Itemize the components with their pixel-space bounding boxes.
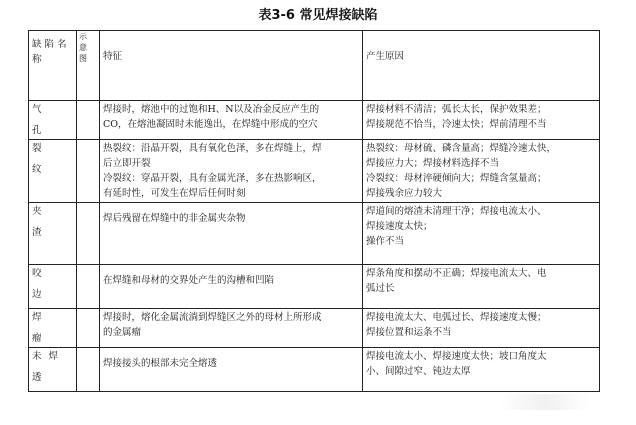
- figure-cell: [77, 101, 100, 140]
- cause-text: 焊接电流太小、焊接速度太快；坡口角度太: [366, 351, 547, 362]
- watermark-blur: [500, 394, 590, 410]
- cause-text: 焊接材料不清洁；弧长太长，保护效果差；: [366, 104, 547, 115]
- defect-name-text: 边: [32, 289, 44, 300]
- defect-name-text: 纹: [32, 164, 44, 175]
- table-row: [29, 265, 600, 309]
- feature-cell: [100, 140, 363, 203]
- header-cause: 产生原因: [363, 31, 600, 101]
- defect-name-cell: [29, 203, 77, 265]
- feature-cell: [100, 309, 363, 348]
- defect-name-text: 咬: [32, 268, 44, 279]
- cause-cell: [363, 203, 600, 265]
- figure-cell: [77, 203, 100, 265]
- feature-text: 焊接接头的根部未完全熔透: [103, 358, 218, 369]
- defect-name-text: 气: [32, 104, 44, 115]
- table-row: [29, 101, 600, 140]
- table-row: [29, 309, 600, 348]
- cause-cell: [363, 140, 600, 203]
- cause-text: 弧过长: [366, 283, 395, 294]
- header-defect-name: 缺 陷 名称: [29, 31, 77, 101]
- cause-cell: [363, 101, 600, 140]
- feature-cell: [100, 101, 363, 140]
- cause-cell: [363, 265, 600, 309]
- cause-text: 焊条角度和摆动不正确；焊接电流太大、电: [366, 268, 547, 279]
- defect-name-text: 未 焊: [32, 351, 61, 362]
- feature-cell: [100, 265, 363, 309]
- header-figure: 示 意 图: [77, 31, 100, 101]
- cause-text: 焊接应力大；焊接材料选择不当: [366, 158, 500, 169]
- cause-text: 操作不当: [366, 236, 405, 247]
- cause-text: 焊接速度太快；: [366, 221, 433, 232]
- cause-text: 焊接规范不恰当，冷速太快；焊前清理不当: [366, 119, 547, 130]
- defect-name-text: 裂: [32, 143, 44, 154]
- defect-name-cell: [29, 101, 77, 140]
- feature-cell: [100, 348, 363, 392]
- defect-name-text: 渣: [32, 227, 44, 238]
- table-row: [29, 348, 600, 392]
- feature-text: 在焊缝和母材的交界处产生的沟槽和凹陷: [103, 275, 275, 286]
- figure-cell: [77, 140, 100, 203]
- cause-cell: [363, 348, 600, 392]
- feature-text: 有延时性，可发生在焊后任何时刻: [103, 188, 246, 199]
- defect-name-text: 夹: [32, 206, 44, 217]
- header-feature: 特征: [100, 31, 363, 101]
- defect-name-cell: [29, 309, 77, 348]
- feature-text: 后立即开裂: [103, 158, 151, 169]
- defect-name-cell: [29, 265, 77, 309]
- cause-text: 小、间隙过窄、钝边太厚: [366, 366, 471, 377]
- feature-text: 热裂纹：沿晶开裂，具有氧化色泽，多在焊缝上，焊: [103, 143, 322, 154]
- defect-name-text: 透: [32, 372, 44, 383]
- feature-text: 焊后残留在焊缝中的非金属夹杂物: [103, 213, 246, 224]
- defect-name-text: 孔: [32, 125, 44, 136]
- cause-cell: [363, 309, 600, 348]
- cause-text: 焊接残余应力较大: [366, 188, 443, 199]
- table-row: [29, 203, 600, 265]
- figure-cell: [77, 348, 100, 392]
- cause-text: 热裂纹：母材硫、磷含量高；焊缝冷速太快，: [366, 143, 557, 154]
- feature-text: CO，在熔池凝固时未能逸出，在焊缝中形成的空穴: [103, 119, 318, 130]
- defect-name-cell: [29, 348, 77, 392]
- feature-text: 焊接时，熔池中的过饱和H、N以及冶金反应产生的: [103, 104, 320, 115]
- feature-text: 的金属瘤: [103, 327, 142, 338]
- cause-text: 冷裂纹：母材淬硬倾向大；焊缝含氢量高；: [366, 173, 547, 184]
- defect-name-text: 焊: [32, 312, 44, 323]
- table-header-row: [29, 31, 600, 101]
- cause-text: 焊接电流太大、电弧过长、焊接速度太慢；: [366, 312, 547, 323]
- feature-text: 焊接时，熔化金属流淌到焊缝区之外的母材上所形成: [103, 312, 322, 323]
- feature-text: 冷裂纹：穿晶开裂，具有金属光泽，多在热影响区，: [103, 173, 322, 184]
- figure-cell: [77, 265, 100, 309]
- figure-cell: [77, 309, 100, 348]
- welding-defects-table: [28, 30, 600, 392]
- defect-name-text: 瘤: [32, 333, 44, 344]
- feature-cell: [100, 203, 363, 265]
- defect-name-cell: [29, 140, 77, 203]
- cause-text: 焊接位置和运条不当: [366, 327, 452, 338]
- table-row: [29, 140, 600, 203]
- table-title: 表3-6 常见焊接缺陷: [258, 8, 378, 23]
- cause-text: 焊道间的熔渣未清理干净；焊接电流太小、: [366, 206, 547, 217]
